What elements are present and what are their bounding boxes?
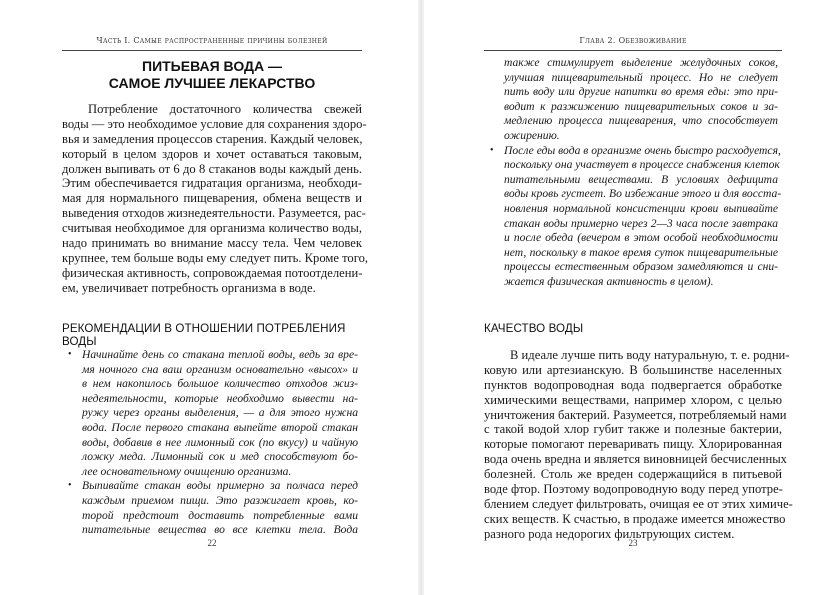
text-line: химическими веществами, например хлором, с целью (484, 392, 782, 407)
text-line: новления нормальной консистенции крови выпивайте (504, 201, 778, 215)
text-line: процессы естественным образом замедляются и сни- (504, 260, 778, 274)
chapter-title-line2: САМОЕ ЛУЧШЕЕ ЛЕКАРСТВО (108, 75, 316, 91)
text-line: каждым приемом пищи. Это разжигает кровь, ко- (82, 493, 358, 507)
text-line: блением следует фильтровать, очищая ее от этих химиче- (484, 496, 793, 511)
bullet-item (68, 479, 358, 537)
section-heading-recommendations: РЕКОМЕНДАЦИИ В ОТНОШЕНИИ ПОТРЕБЛЕНИЯ ВОДЫ (62, 322, 346, 348)
bullet-icon: • (490, 144, 494, 156)
text-line: который в целом здоров и хочет оставаться таковым, (62, 146, 362, 161)
text-line: воды, добавив в нее лимонный сок (по вкусу) и чайную (82, 435, 358, 449)
text-line: ожирению. (504, 128, 560, 142)
text-line: разного рода недорогих фильтрующих систем. (484, 526, 735, 541)
right-header-rule (484, 50, 782, 51)
page-number-left: 22 (207, 538, 217, 548)
left-header-rule (62, 50, 362, 51)
text-line: воды — это необходимое условие для сохранения здоро- (62, 116, 367, 131)
bullet-continuation (504, 56, 778, 144)
text-line: жается физическая активность в целом). (504, 274, 714, 288)
text-line: пить воду или другие напитки во время еды: это при- (504, 85, 778, 99)
bullet-icon: • (68, 480, 72, 492)
text-line: Начинайте день со стакана теплой воды, ведь за вре- (82, 348, 358, 361)
text-line: которые помогают переваривать пищу. Хлорированная (484, 437, 782, 452)
text-line: и после обеда (вечером в этом особой необходимости (504, 231, 778, 245)
text-line: мя ночного сна ваш организм основательно «высох» и (82, 362, 358, 376)
text-line: должен выпивать от 6 до 8 стаканов воды каждый день. (62, 161, 362, 176)
text-line: ем, увеличивает потребность организма в воде. (62, 280, 316, 295)
bullet-item (68, 348, 358, 479)
section-heading-water-quality: КАЧЕСТВО ВОДЫ (484, 322, 584, 335)
text-line: В идеале лучше пить воду натуральную, т. е. родни- (510, 348, 790, 362)
right-page (484, 0, 793, 595)
left-page (62, 0, 369, 595)
text-line: физическая активность, сопровождаемая потоотделени- (62, 265, 363, 280)
text-line: поскольку она участвует в процессе снабжения клеток (504, 158, 780, 172)
text-line: мая для нормального пищеварения, обмена веществ и (62, 191, 362, 206)
text-line: пунктов водопроводная вода подвергается обработке (484, 377, 782, 392)
text-line: выведения отходов жизнедеятельности. Разумеется, рас- (62, 206, 366, 221)
right-paragraph (484, 348, 793, 542)
book-fold (418, 0, 424, 595)
text-line: ковую или артезианскую. В большинстве населенных (484, 362, 782, 377)
text-line: уничтожения бактерий. Разумеется, потребляемый нами (484, 407, 787, 422)
text-line: улучшая пищеварительный процесс. Но не следует (504, 70, 778, 84)
text-line: нет, поскольку в такое время суток пищеварительные (504, 245, 778, 259)
text-line: питательные вещества во все клетки тела. Вода (82, 523, 358, 537)
bullet-item (490, 143, 782, 290)
right-running-head: Глава 2. Обезвоживание (579, 36, 687, 45)
text-line: ружу через органы выделения, — а для этого нужна (82, 406, 358, 420)
text-line: болезней. Столь же вреден содержащийся в питьевой (484, 467, 782, 482)
text-line: считывая необходимое для организма количество воды, (62, 221, 362, 236)
bullet-icon: • (68, 349, 72, 360)
text-line: ских веществ. К счастью, в продаже имеется множество (484, 511, 786, 526)
text-line: ложку меда. Лимонный сок и мед способствуют бо- (82, 450, 358, 464)
text-line: водит к разжижению пищеварительных соков и за- (504, 99, 778, 113)
text-line: торой предстоит доставить потребленные вами (82, 508, 358, 522)
text-line: недеятельности, которые необходимо вывести на- (82, 391, 358, 405)
text-line: вья и замедления процессов старения. Каждый человек, (62, 131, 363, 146)
text-line: с такой водой хлор губит также и полезные бактерии, (484, 422, 782, 437)
text-line: питательными веществами. В условиях дефицита (504, 172, 778, 186)
left-paragraph (62, 102, 369, 296)
text-line: Потребление достаточного количества свежей (88, 102, 362, 116)
text-line: лее основательному очищению организма. (82, 464, 292, 478)
text-line: стакан воды примерно через 2—3 часа после завтрака (504, 216, 778, 230)
text-line: вода очень вредна и является виновницей бесчисленных (484, 452, 787, 467)
text-line: После еды вода в организме очень быстро расходуется, (504, 143, 781, 157)
text-line: надо принимать во внимание массу тела. Чем человек (62, 236, 362, 251)
left-bullet-list (68, 348, 358, 538)
text-line: крупнее, тем больше воды ему следует пить. Кроме того, (62, 250, 369, 265)
chapter-title-line1: ПИТЬЕВАЯ ВОДА — (142, 58, 282, 74)
text-line: также стимулирует выделение желудочных соков, (504, 56, 778, 69)
text-line: Этим обеспечивается гидратация организма, необходи- (62, 176, 362, 191)
text-line: медлению процесса пищеварения, что способствует (504, 114, 778, 128)
left-running-head: Часть I. Самые распространенные причины болезней (96, 36, 328, 45)
text-line: в нем накопилось большое количество отходов жиз- (82, 377, 358, 391)
text-line: воде фтор. Поэтому водопроводную воду перед употре- (484, 482, 783, 497)
text-line: Выпивайте стакан воды примерно за полчаса перед (82, 479, 358, 493)
right-bullet-list (490, 56, 782, 290)
page-number-right: 23 (628, 538, 638, 548)
text-line: воды кровь густеет. Во избежание этого и для восста- (504, 187, 782, 201)
text-line: вода. После первого стакана выпейте второй стакан (82, 420, 358, 434)
